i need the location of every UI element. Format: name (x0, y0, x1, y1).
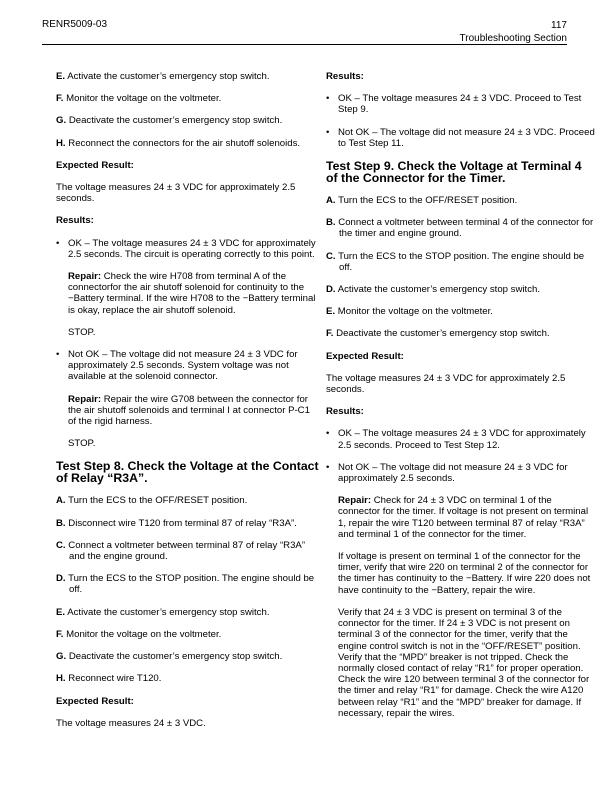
expected-result: The voltage measures 24 ± 3 VDC for approximately 2.5 seconds. (56, 182, 296, 205)
right-column (326, 71, 596, 730)
result-not-ok: • Not OK – The voltage did not measure 24 ± 3 VDC for approximately 2.5 seconds. System voltage was not available at the solenoid connector. (56, 349, 320, 383)
repair-text: Repair: Check for 24 ± 3 VDC on terminal 1 of the connector for the timer. If voltage is not present on terminal 1, repair the wire T120 between terminal 87 of relay “R3A” and terminal 1 of the connector for the timer. (338, 495, 589, 540)
header-rule (42, 44, 567, 45)
step: G. Deactivate the customer’s emergency stop switch. (56, 651, 283, 663)
step: C. Turn the ECS to the STOP position. The engine should be off. (326, 250, 585, 273)
repair-text: Verify that 24 ± 3 VDC is present on terminal 3 of the connector for the timer. If 24 ± 3 VDC is not present on terminal 3 of the connector for the timer, verify that the engine control switch is not in the “OFF/RESET” position. Verify that the “MPD” breaker is not tripped. Check the normally closed contact of relay “R1” for proper operation. Check the wire 120 between terminal 3 of the connector for the timer and relay “R1” for damage. Check the wire A120 between relay “R1” and the “MPD” breaker for damage. If necessary, repair the wires. (338, 606, 590, 719)
step: B. Connect a voltmeter between terminal 4 of the connector for the timer and engine ground. (326, 217, 594, 240)
stop-text: STOP. (68, 326, 96, 338)
test-step-9-heading: Test Step 9. Check the Voltage at Terminal 4 of the Connector for the Timer. (326, 159, 582, 186)
results-label: Results: (326, 406, 364, 418)
expected-result-label: Expected Result: (56, 695, 134, 707)
step: B. Disconnect wire T120 from terminal 87 of relay “R3A”. (56, 517, 297, 529)
step: F. Monitor the voltage on the voltmeter. (56, 93, 222, 105)
repair-text: Repair: Check the wire H708 from terminal A of the connectorfor the air shutoff solenoid for continuity to the −Battery terminal. If the wire H708 to the −Battery terminal is okay, replace the air shutoff solenoid. (68, 271, 316, 316)
result-not-ok: • Not OK – The voltage did not measure 24 ± 3 VDC for approximately 2.5 seconds. (326, 462, 596, 484)
expected-result-label: Expected Result: (56, 159, 134, 171)
results-label: Results: (326, 71, 364, 82)
expected-result-label: Expected Result: (326, 350, 404, 362)
repair-text: Repair: Repair the wire G708 between the connector for the air shutoff solenoids and terminal I at connector P-C1 of the rigid harness. (68, 393, 310, 428)
result-ok: • OK – The voltage measures 24 ± 3 VDC for approximately 2.5 seconds. Proceed to Test Step 12. (326, 428, 596, 450)
step: E. Monitor the voltage on the voltmeter. (326, 306, 493, 318)
stop-text: STOP. (68, 438, 96, 450)
step: F. Monitor the voltage on the voltmeter. (56, 628, 222, 640)
result-ok: • OK – The voltage measures 24 ± 3 VDC. Proceed to Test Step 9. (326, 93, 596, 115)
result-ok: • OK – The voltage measures 24 ± 3 VDC for approximately 2.5 seconds. The circuit is operating correctly to this point. (56, 238, 320, 260)
step: A. Turn the ECS to the OFF/RESET position. (56, 495, 248, 507)
result-not-ok: • Not OK – The voltage did not measure 24 ± 3 VDC. Proceed to Test Step 11. (326, 127, 596, 149)
step: H. Reconnect the connectors for the air shutoff solenoids. (56, 137, 301, 149)
step: F. Deactivate the customer’s emergency stop switch. (326, 328, 550, 340)
step: E. Activate the customer’s emergency stop switch. (56, 71, 270, 82)
expected-result: The voltage measures 24 ± 3 VDC for approximately 2.5 seconds. (326, 372, 566, 396)
doc-id: RENR5009-03 (42, 19, 108, 30)
expected-result: The voltage measures 24 ± 3 VDC. (56, 717, 206, 729)
step: D. Turn the ECS to the STOP position. The engine should be off. (56, 573, 315, 596)
step: H. Reconnect wire T120. (56, 673, 162, 685)
page-number: 117 (551, 20, 567, 31)
step: G. Deactivate the customer’s emergency stop switch. (56, 115, 283, 127)
step: D. Activate the customer’s emergency stop switch. (326, 284, 540, 296)
section-title: Troubleshooting Section (459, 33, 567, 44)
step: E. Activate the customer’s emergency stop switch. (56, 606, 270, 618)
page-header (460, 19, 567, 45)
step: C. Connect a voltmeter between terminal 87 of relay “R3A” and the engine ground. (56, 539, 306, 563)
results-label: Results: (56, 215, 94, 227)
test-step-8-heading: Test Step 8. Check the Voltage at the Contact of Relay “R3A”. (56, 459, 319, 486)
step: A. Turn the ECS to the OFF/RESET position. (326, 195, 518, 207)
left-column (56, 71, 320, 740)
repair-text: If voltage is present on terminal 1 of the connector for the timer, verify that wire 220 on terminal 2 of the connector for the timer has continuity to the −Battery. If wire 220 does not have continuity to the −Battery, repair the wire. (338, 551, 591, 596)
